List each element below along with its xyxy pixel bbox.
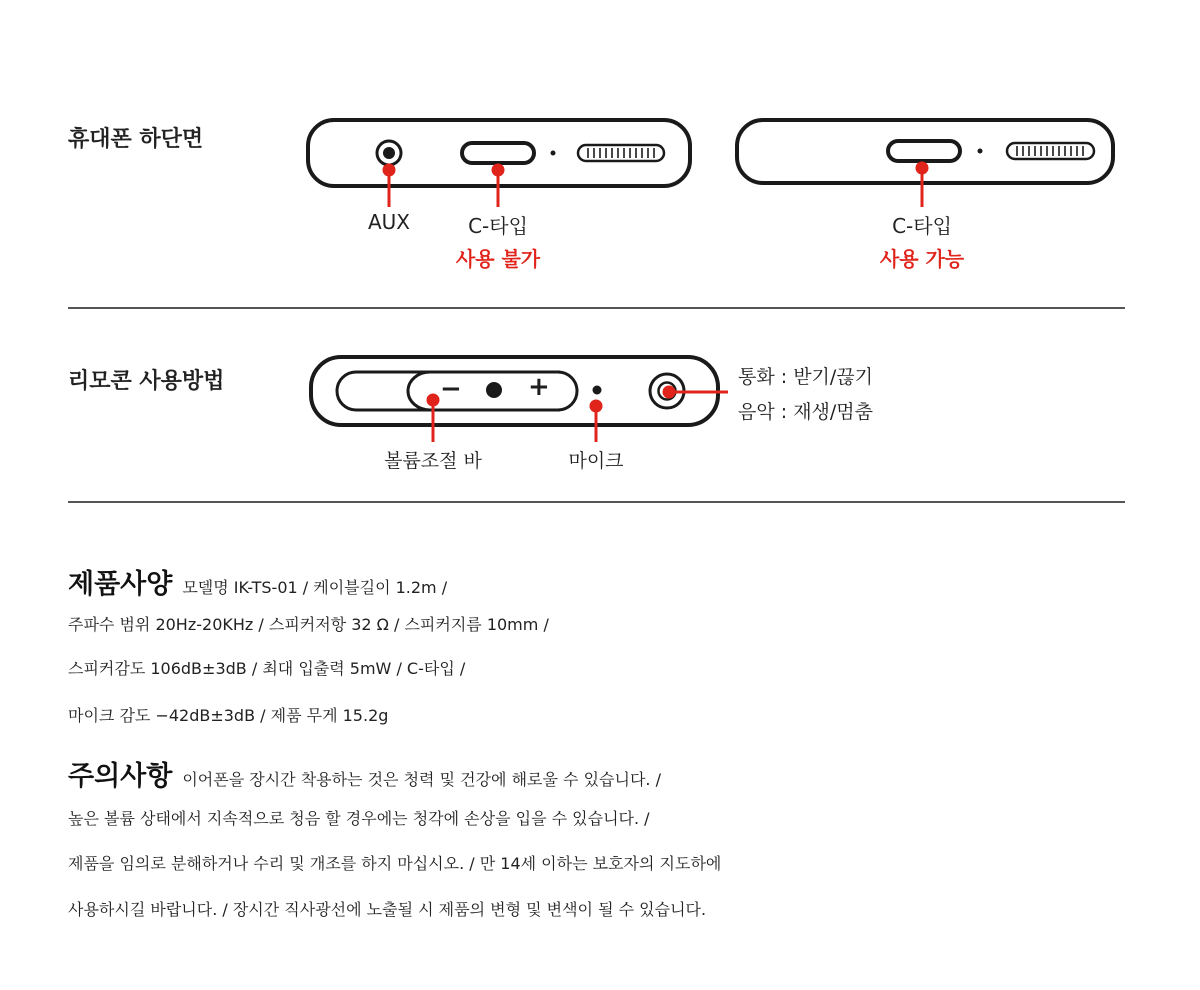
section-divider-2	[68, 501, 1125, 503]
specs-line-2: 주파수 범위 20Hz-20KHz / 스피커저항 32 Ω / 스피커지름 10mm /	[68, 615, 549, 634]
mic-label: 마이크	[568, 450, 624, 472]
volume-plus-icon: +	[528, 372, 550, 402]
specs-line-1	[68, 562, 447, 601]
volume-bar-label: 볼륨조절 바	[384, 450, 482, 472]
specs-line-4: 마이크 감도 −42dB±3dB / 제품 무게 15.2g	[68, 706, 389, 725]
usb-c-port-icon	[888, 141, 960, 161]
call-function-text: 통화 : 받기/끊기	[738, 366, 874, 388]
phone-bottom-right	[737, 120, 1113, 207]
cautions-line-1	[68, 754, 661, 793]
section-divider-1	[68, 307, 1125, 309]
specs-text-1: 모델명 IK-TS-01 / 케이블길이 1.2m /	[182, 578, 448, 597]
cautions-title: 주의사항	[68, 761, 173, 792]
phone-bottom-title: 휴대폰 하단면	[68, 127, 204, 152]
music-function-text: 음악 : 재생/멈춤	[738, 401, 874, 423]
mic-hole-icon	[593, 386, 602, 395]
specs-line-3: 스피커감도 106dB±3dB / 최대 입출력 5mW / C-타입 /	[68, 659, 466, 678]
usb-c-port-icon	[462, 143, 534, 163]
ctype-label-left: C-타입	[468, 214, 528, 238]
cautions-line-2: 높은 볼륨 상태에서 지속적으로 청음 할 경우에는 청각에 손상을 입을 수 있습니다. /	[68, 809, 650, 828]
remote-control	[311, 357, 728, 442]
ctype-label-right: C-타입	[892, 214, 952, 238]
cautions-line-3: 제품을 임의로 분해하거나 수리 및 개조를 하지 마십시오. / 만 14세 이하는 보호자의 지도하에	[68, 854, 722, 873]
aux-label: AUX	[367, 210, 411, 234]
specs-title: 제품사양	[68, 569, 173, 600]
ctype-available-label: 사용 가능	[879, 247, 965, 271]
cautions-line-4: 사용하시길 바랍니다. / 장시간 직사광선에 노출될 시 제품의 변형 및 변색이 될 수 있습니다.	[68, 900, 707, 919]
phone-bottom-left	[308, 120, 690, 207]
ctype-unavailable-label: 사용 불가	[455, 247, 541, 271]
center-button-icon	[486, 382, 502, 398]
speaker-grille-icon	[1007, 143, 1094, 159]
remote-title: 리모콘 사용방법	[68, 369, 225, 394]
cautions-text-1: 이어폰을 장시간 착용하는 것은 청력 및 건강에 해로울 수 있습니다. /	[182, 770, 661, 789]
speaker-grille-icon	[578, 145, 664, 161]
volume-minus-icon: −	[440, 374, 462, 404]
